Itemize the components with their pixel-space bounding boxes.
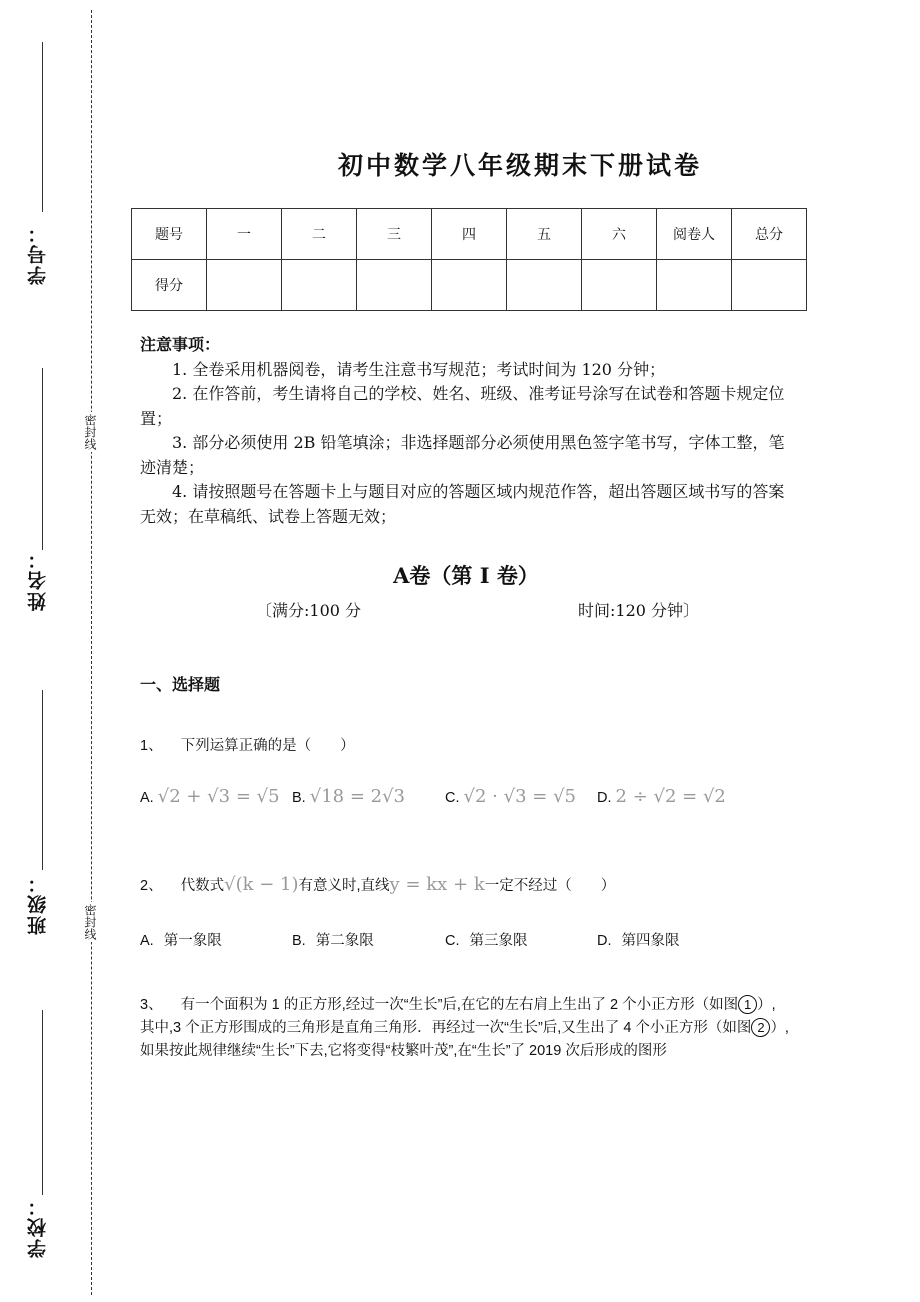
question-number: 3、 xyxy=(140,997,163,1013)
header-cell: 阅卷人 xyxy=(657,209,732,260)
header-cell: 五 xyxy=(507,209,582,260)
question-1 xyxy=(140,734,355,755)
figure-1-marker: 1 xyxy=(738,995,757,1014)
option-b[interactable] xyxy=(292,929,374,950)
notice-item: 3. 部分必须使用 2B 铅笔填涂；非选择题部分必须使用黑色签字笔书写，字体工整，笔迹清楚； xyxy=(140,433,785,477)
full-score: 〔满分:100 分 xyxy=(256,601,362,620)
header-cell: 二 xyxy=(282,209,357,260)
option-d[interactable] xyxy=(597,786,726,807)
option-c[interactable] xyxy=(445,929,528,950)
notice-block xyxy=(140,333,788,529)
question-number: 1、 xyxy=(140,738,163,754)
score-cell[interactable] xyxy=(207,260,282,311)
score-cell[interactable] xyxy=(582,260,657,311)
option-a[interactable] xyxy=(140,786,280,807)
option-expression: √18 = 2√3 xyxy=(309,786,406,807)
option-expression: √2 · √3 = √5 xyxy=(463,786,576,807)
class-underline[interactable] xyxy=(42,690,43,870)
school-underline[interactable] xyxy=(42,1010,43,1195)
notice-item: 1. 全卷采用机器阅卷，请考生注意书写规范；考试时间为 120 分钟； xyxy=(172,359,666,379)
score-cell[interactable] xyxy=(357,260,432,311)
notice-heading: 注意事项： xyxy=(140,335,221,354)
header-cell: 三 xyxy=(357,209,432,260)
name-underline[interactable] xyxy=(42,368,43,550)
header-cell: 总分 xyxy=(732,209,807,260)
score-cell[interactable] xyxy=(732,260,807,311)
question-text: 一定不经过（ ） xyxy=(484,878,616,894)
score-cell[interactable] xyxy=(657,260,732,311)
option-text: 第三象限 xyxy=(469,933,528,949)
name-label: 姓名： xyxy=(27,548,49,611)
section-a-title: A卷（第 I 卷） xyxy=(393,563,539,588)
question-3 xyxy=(140,994,790,1063)
binding-dashed-line xyxy=(91,10,92,1295)
header-cell: 一 xyxy=(207,209,282,260)
option-text: 第一象限 xyxy=(163,933,222,949)
seal-line-text: 密封线 xyxy=(83,414,97,450)
score-table-score-row xyxy=(132,260,807,311)
option-c[interactable] xyxy=(445,786,576,807)
score-table-header-row xyxy=(132,209,807,260)
student-id-label: 学号： xyxy=(27,222,49,285)
option-expression: 2 ÷ √2 = √2 xyxy=(615,786,726,807)
option-a[interactable] xyxy=(140,929,222,950)
notice-item: 2. 在作答前，考生请将自己的学校、姓名、班级、准考证号涂写在试卷和答题卡规定位置； xyxy=(140,384,785,428)
option-letter: C. xyxy=(445,933,460,949)
question-2 xyxy=(140,874,615,895)
student-id-underline[interactable] xyxy=(42,42,43,212)
score-row-label: 得分 xyxy=(132,260,207,311)
part-one-title: 一、选择题 xyxy=(140,675,221,694)
school-label: 学校： xyxy=(27,1195,49,1258)
option-letter: D. xyxy=(597,933,612,949)
score-cell[interactable] xyxy=(282,260,357,311)
seal-line-text: 密封线 xyxy=(83,904,97,940)
option-text: 第四象限 xyxy=(621,933,680,949)
notice-item: 4. 请按照题号在答题卡上与题目对应的答题区域内规范作答，超出答题区域书写的答案无效；在草稿纸、试卷上答题无效； xyxy=(140,482,785,526)
option-letter: B. xyxy=(292,790,306,806)
figure-2-marker: 2 xyxy=(751,1018,770,1037)
option-b[interactable] xyxy=(292,786,405,807)
option-d[interactable] xyxy=(597,929,680,950)
question-text: 有意义时,直线 xyxy=(298,878,390,894)
option-letter: C. xyxy=(445,790,460,806)
math-expression: y = kx + k xyxy=(389,874,485,895)
option-letter: B. xyxy=(292,933,306,949)
header-cell: 六 xyxy=(582,209,657,260)
question-text: ）,其中,3 个正方形围成的三角形是直角三角形．再经过一次“生长”后,又生出了 4 个小正方形（如图 xyxy=(140,997,776,1036)
header-cell: 题号 xyxy=(132,209,207,260)
question-text: 下列运算正确的是（ ） xyxy=(180,738,355,754)
option-text: 第二象限 xyxy=(315,933,374,949)
exam-title: 初中数学八年级期末下册试卷 xyxy=(337,151,702,180)
math-expression: √(k − 1) xyxy=(224,874,299,895)
question-text: 代数式 xyxy=(180,878,225,894)
question-text: 有一个面积为 1 的正方形,经过一次“生长”后,在它的左右肩上生出了 2 个小正方形（如图 xyxy=(180,997,739,1013)
score-cell[interactable] xyxy=(432,260,507,311)
option-letter: A. xyxy=(140,790,154,806)
option-letter: D. xyxy=(597,790,612,806)
option-expression: √2 + √3 = √5 xyxy=(157,786,280,807)
exam-time: 时间:120 分钟〕 xyxy=(578,601,700,620)
class-label: 班级： xyxy=(27,872,49,935)
score-table xyxy=(131,208,807,311)
score-cell[interactable] xyxy=(507,260,582,311)
option-letter: A. xyxy=(140,933,154,949)
question-number: 2、 xyxy=(140,878,163,894)
question-text: ）,如果按此规律继续“生长”下去,它将变得“枝繁叶茂”,在“生长”了 2019 次后形成的图形 xyxy=(140,1020,789,1059)
header-cell: 四 xyxy=(432,209,507,260)
